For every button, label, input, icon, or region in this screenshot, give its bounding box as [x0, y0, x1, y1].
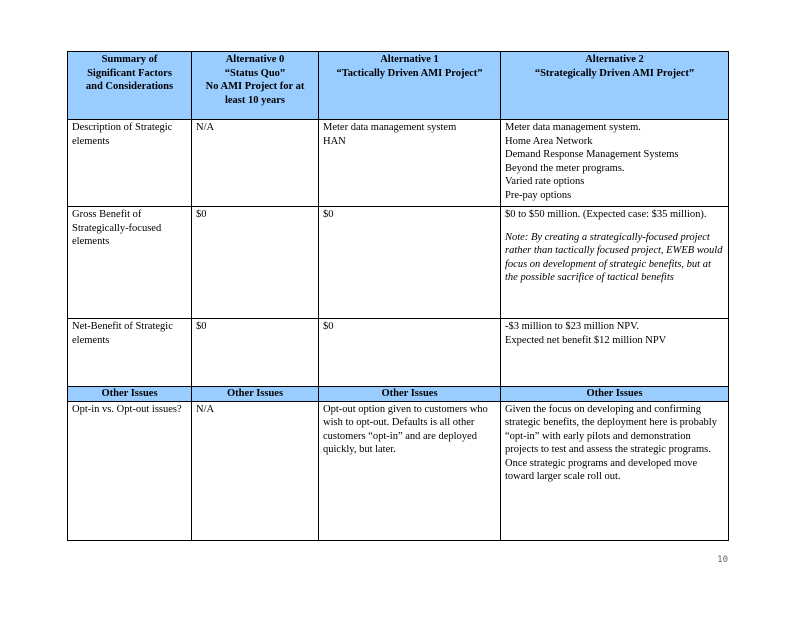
alt1-cell: $0	[319, 319, 501, 387]
alt2-cell: $0 to $50 million. (Expected case: $35 million). Note: By creating a strategically-focused project rather than tactically focused project, EWEB would focus on development of strategic benefits, but at the possible sacrifice of tactical benefits	[501, 207, 729, 319]
alt2-cell: Meter data management system. Home Area Network Demand Response Management Systems Beyond the meter programs. Varied rate options Pre-pay options	[501, 120, 729, 207]
alt0-cell: $0	[192, 319, 319, 387]
alt2-cell: Given the focus on developing and confirming strategic benefits, the deployment here is probably “opt-in” with early pilots and demonstration projects to test and assess the strategic programs. Once strategic programs and developed move toward larger scale roll out.	[501, 401, 729, 540]
header-alternative-2: Alternative 2 “Strategically Driven AMI Project”	[501, 52, 729, 120]
table-row	[68, 319, 729, 387]
row-label: Opt-in vs. Opt-out issues?	[68, 401, 192, 540]
row-label: Description of Strategic elements	[68, 120, 192, 207]
page-number: 10	[717, 555, 728, 565]
header-alternative-0: Alternative 0 “Status Quo” No AMI Project for at least 10 years	[192, 52, 319, 120]
row-label: Net-Benefit of Strategic elements	[68, 319, 192, 387]
other-issues-header: Other Issues	[192, 387, 319, 402]
alt0-cell: $0	[192, 207, 319, 319]
table-row	[68, 120, 729, 207]
other-issues-header-row	[68, 387, 729, 402]
header-alternative-1: Alternative 1 “Tactically Driven AMI Project”	[319, 52, 501, 120]
alt2-cell: -$3 million to $23 million NPV. Expected net benefit $12 million NPV	[501, 319, 729, 387]
row-label: Gross Benefit of Strategically-focused elements	[68, 207, 192, 319]
other-issues-header: Other Issues	[319, 387, 501, 402]
summary-table	[67, 51, 729, 541]
header-summary: Summary of Significant Factors and Considerations	[68, 52, 192, 120]
table-row	[68, 207, 729, 319]
note-text: Note: By creating a strategically-focused project rather than tactically focused project, EWEB would focus on development of strategic benefits, but at the possible sacrifice of tactical benefits	[505, 231, 723, 283]
alt0-cell: N/A	[192, 401, 319, 540]
alt1-cell: Meter data management system HAN	[319, 120, 501, 207]
other-issues-header: Other Issues	[501, 387, 729, 402]
alt1-cell: $0	[319, 207, 501, 319]
alt0-cell: N/A	[192, 120, 319, 207]
header-row	[68, 52, 729, 120]
alt1-cell: Opt-out option given to customers who wish to opt-out. Defaults is all other customers “opt-in” and are deployed quickly, but later.	[319, 401, 501, 540]
table-row	[68, 401, 729, 540]
other-issues-header: Other Issues	[68, 387, 192, 402]
